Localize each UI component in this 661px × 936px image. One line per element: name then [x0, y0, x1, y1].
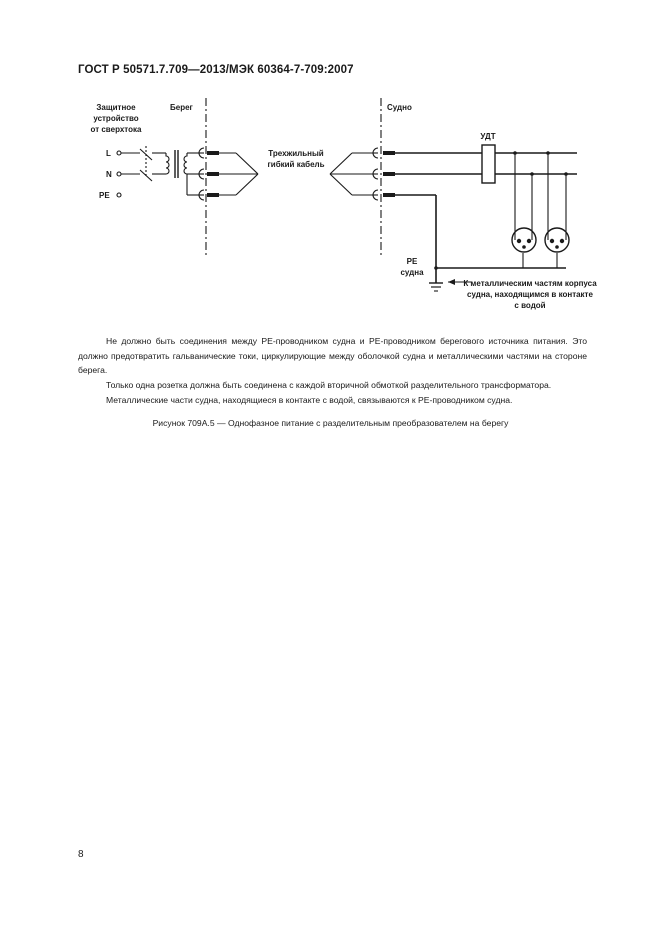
protective-device-label-3: от сверхтока [90, 125, 142, 134]
metal-parts-label-1: К металлическим частям корпуса [463, 279, 597, 288]
note-paragraph-1: Не должно быть соединения между PE-проводником судна и PE-проводником берегового источника питания. Это должно предотвратить гальванические токи, циркулирующие между оболочкой судна и металлическими частями на стороне берега. [78, 336, 587, 376]
terminal-l-circle [117, 151, 121, 155]
terminal-n-label: N [106, 170, 112, 179]
terminal-l-label: L [106, 149, 111, 158]
cable-label-1: Трехжильный [268, 149, 324, 158]
transformer-secondary [184, 153, 187, 174]
protective-device-label-2: устройство [93, 114, 139, 123]
figure-notes [78, 334, 587, 408]
cable-label-2: гибкий кабель [267, 160, 325, 169]
shore-label: Берег [170, 103, 193, 112]
rcd-box [482, 145, 495, 183]
protective-device-label-1: Защитное [96, 103, 136, 112]
pe-ship-label-2: судна [400, 268, 424, 277]
rcd-label: УДТ [480, 132, 496, 141]
page-number: 8 [78, 849, 84, 860]
metal-parts-label-2: судна, находящимся в контакте [467, 290, 593, 299]
terminal-pe-label: PE [99, 191, 110, 200]
note-paragraph-2: Только одна розетка должна быть соединена с каждой вторичной обмоткой разделительного трансформатора. [106, 380, 552, 391]
terminal-pe-circle [117, 193, 121, 197]
figure-caption: Рисунок 709А.5 — Однофазное питание с разделительным преобразователем на берегу [152, 418, 509, 428]
terminal-n-circle [117, 172, 121, 176]
wiring-diagram [0, 0, 661, 330]
transformer-primary [166, 153, 169, 174]
note-paragraph-3: Металлические части судна, находящиеся в контакте с водой, связываются к PE-проводником судна. [106, 394, 513, 405]
document-header: ГОСТ Р 50571.7.709—2013/МЭК 60364-7-709:2007 [78, 64, 354, 76]
pe-ship-label-1: PE [406, 257, 418, 266]
metal-parts-label-3: с водой [514, 301, 546, 310]
ship-label: Судно [387, 103, 412, 112]
